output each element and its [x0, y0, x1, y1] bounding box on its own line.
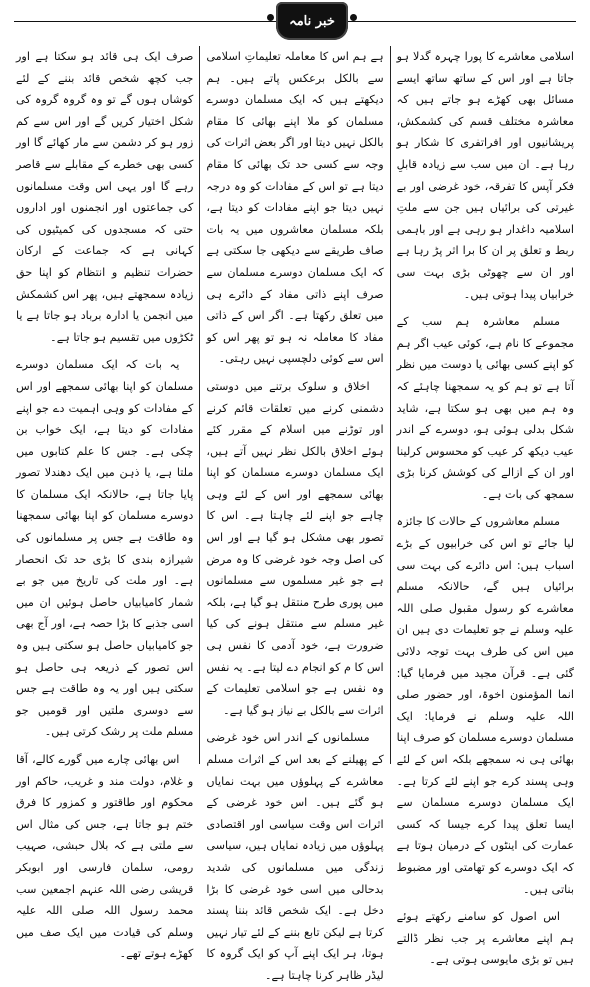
paragraph: اس اصول کو سامنے رکھتے ہوئے ہم اپنے معاشرے پر جب نظر ڈالتے ہیں تو بڑی مایوسی ہوتی ہے۔ [396, 910, 574, 967]
paragraph: مسلمانوں کے اندر اس خود غرضی کے پھیلنے کے بعد اس کے اثرات مسلم معاشرے کے پہلوؤں میں بہت نمایاں ہو گئے ہیں۔ اس خود غرضی کے اثرات اس وقت سیاسی اور اقتصادی پہلوؤں میں زیادہ نمایاں ہیں، سیاسی زندگی میں مسلمانوں کی شدید بدحالی میں اسی خود غرضی کا بڑا دخل ہے۔ ایک شخص قائد بننا پسند کرتا ہے لیکن تابع بننے کے لئے تیار نہیں ہوتا، ہر ایک اپنے آپ کو ایک گروہ کا لیڈر ظاہر کرنا چاہتا ہے۔ [206, 731, 384, 982]
page-header [0, 0, 590, 48]
column-left [10, 46, 200, 961]
paragraph: یہ بات کہ ایک مسلمان دوسرے مسلمان کو اپنا بھائی سمجھے اور اس کے مفادات کو وہی اہمیت دے جو اپنے مفادات کو دیتا ہے، ایک خواب بن چکی ہے۔ جس کا علم کتابوں میں ملتا ہے، یا ذہن میں ایک دھندلا تصور پایا جاتا ہے، حالانکہ ایک مسلمان کا دوسرے مسلمان کو اپنا بھائی سمجھنا وہ طاقت ہے جس پر مسلمانوں کی شیرازہ بندی کا بڑی حد تک انحصار ہے۔ اور ملت کی تاریخ میں جو بے شمار کامیابیاں حاصل ہوئیں ان میں اسی جذبے کا بڑا حصہ ہے، اور آج بھی جو کامیابیاں حاصل ہو سکتی ہیں وہ اس تصور کے ذریعہ ہی حاصل ہو سکتی ہیں اور یہ وہ طاقت ہے جس سے دوسری ملتیں اور قومیں جو مسلم ملت پر رشک کرتی ہیں۔ [16, 358, 194, 739]
header-rule-left [14, 21, 290, 22]
paragraph: اخلاق و سلوک برتنے میں دوستی دشمنی کرنے میں تعلقات قائم کرنے اور توڑنے میں اسلام کے مقرر کئے ہوئے اخلاق بالکل نظر نہیں آتے ہیں، ایک مسلمان دوسرے مسلمان کو اپنا بھائی سمجھے اور اس کے لئے وہی چاہے جو اپنے لئے چاہتا ہے۔ اس کا تصور بھی مشکل ہو گیا ہے اور اس کی اصل وجہ خود غرضی کا وہ مرض ہے جو غیر مسلموں سے مسلمانوں میں پوری طرح منتقل ہو گیا ہے، بلکہ غیر مسلم سے منتقل ہونے کی کیا ضرورت ہے، خود آدمی کا نفس ہی اس کا م کو انجام دے لیتا ہے۔ یہ نفس وہ نفس ہے جو اسلامی تعلیمات کے اثرات سے بالکل بے نیاز ہو گیا ہے۔ [206, 379, 384, 717]
section-title: خبر نامہ [289, 13, 335, 29]
header-rule-right [346, 21, 576, 22]
paragraph: اسلامی معاشرے کا پورا چہرہ گدلا ہو جاتا ہے اور اس کے ساتھ ساتھ ایسے مسائل بھی کھڑے ہو جاتے ہیں کہ معاشرہ مختلف قسم کی کشمکش، پریشانیوں اور افراتفری کا شکار ہو رہا ہے۔ ان میں سب سے زیادہ قابلِ فکر آپس کا تفرقہ، خود غرضی اور بے غیرتی کی برائیاں ہیں جن سے ملتِ اسلامیہ داغدار ہو رہی ہے اور باہمی ربط و تعلق پر ان کا برا اثر پڑ رہا ہے اور ان سے چھوٹی بڑی بہت سی خرابیاں پیدا ہوتی ہیں۔ [396, 50, 574, 301]
paragraph: مسلم معاشرہ ہم سب کے مجموعے کا نام ہے، کوئی عیب اگر ہم کو اپنے کسی بھائی یا دوست میں نظر آتا ہے تو ہم کو یہ سمجھنا چاہئے کہ وہ ہم میں بھی ہو سکتا ہے، شاید شکل بدلی ہوئی ہو، دوسرے کے اندر عیب دیکھ کر عیب کو محسوس کرلینا اور ان کے ازالے کی کوشش کرنا بڑی سمجھ کی بات ہے۔ [396, 315, 574, 501]
paragraph: ہے ہم اس کا معاملہ تعلیماتِ اسلامی سے بالکل برعکس پاتے ہیں۔ ہم دیکھتے ہیں کہ ایک مسلمان دوسرے مسلمان کو ملا اپنے بھائی کا مقام بالکل نہیں دیتا اور اگر بعض اثرات کی وجہ سے کسی حد تک بھائی کا مقام دیتا ہے تو اس کے مفادات کو وہ درجہ نہیں دیتا جو اپنے مفادات کو دیتا ہے، بلکہ مسلمان معاشروں میں یہ بات صاف طریقے سے دیکھی جا سکتی ہے کہ ایک مسلمان دوسرے مسلمان سے صرف اپنے ذاتی مفاد کے دائرے ہی میں تعلق رکھتا ہے۔ اگر اس کے ذاتی مفاد کا معاملہ نہ ہو تو پھر اس کو اس سے کوئی دلچسپی نہیں رہتی۔ [206, 50, 384, 366]
paragraph: صرف ایک ہی قائد ہو سکتا ہے اور جب کچھ شخص قائد بننے کے لئے کوشاں ہوں گے تو وہ گروہ گروہ کی شکل اختیار کریں گے اور اس سے کم زور ہو کر دشمن سے مار کھائے گا اور کسی بھی خطرے کے مقابلے سے قاصر رہے گا اور یہی اس وقت مسلمانوں کی جماعتوں اور انجمنوں اور اداروں حتی کہ مسجدوں کی کمیٹیوں کی کہانی ہے کہ جماعت کے ارکان حضرات تنظیم و انتظام کو اپنا حق زیادہ سمجھتے ہیں، پھر اس کشمکش میں انجمن یا ادارہ برباد ہو جاتا ہے یا ٹکڑوں میں تقسیم ہو جاتا ہے۔ [16, 50, 194, 344]
column-right [391, 46, 580, 967]
paragraph: اس بھائی چارے میں گورے کالے، آقا و غلام، دولت مند و غریب، حاکم اور محکوم اور طاقتور و کمزور کا فرق ختم ہو جاتا ہے، جس کی مثال اس سے ملتی ہے کہ بلال حبشی، صہیب رومی، سلمان فارسی اور ابوبکر قریشی رضی اللہ عنہم اجمعین سب محمد رسول اللہ صلی اللہ علیہ وسلم کی قیادت میں ایک صف میں کھڑے ہوتے تھے۔ [16, 753, 194, 961]
article-columns [10, 46, 580, 982]
column-middle [200, 46, 390, 982]
paragraph: مسلم معاشروں کے حالات کا جائزہ لیا جائے تو اس کی خرابیوں کے بڑے اسباب ہیں: اس دائرے کی بہت سی برائیاں ہیں گے، حالانکہ مسلم معاشرے کو رسول مقبول صلی اللہ علیہ وسلم نے جو تعلیمات دی ہیں ان میں اس کی طرف بہت توجہ دلائی گئی ہے۔ قرآن مجید میں فرمایا گیا: انما المؤمنون اخوۃ، اور حضور صلی اللہ علیہ وسلم نے فرمایا: ایک مسلمان دوسرے مسلمان کو صرف اپنا بھائی ہی نہ سمجھے بلکہ اس کے لئے وہی پسند کرے جو اپنے لئے کرتا ہے۔ ایک مسلمان دوسرے مسلمان سے ایسا تعلق پیدا کرے جیسا کہ کسی عمارت کی اینٹوں کے درمیان ہوتا ہے کہ ایک دوسرے کو تھامتی اور مضبوط بناتی ہیں۔ [396, 515, 574, 896]
section-title-badge [276, 2, 348, 40]
